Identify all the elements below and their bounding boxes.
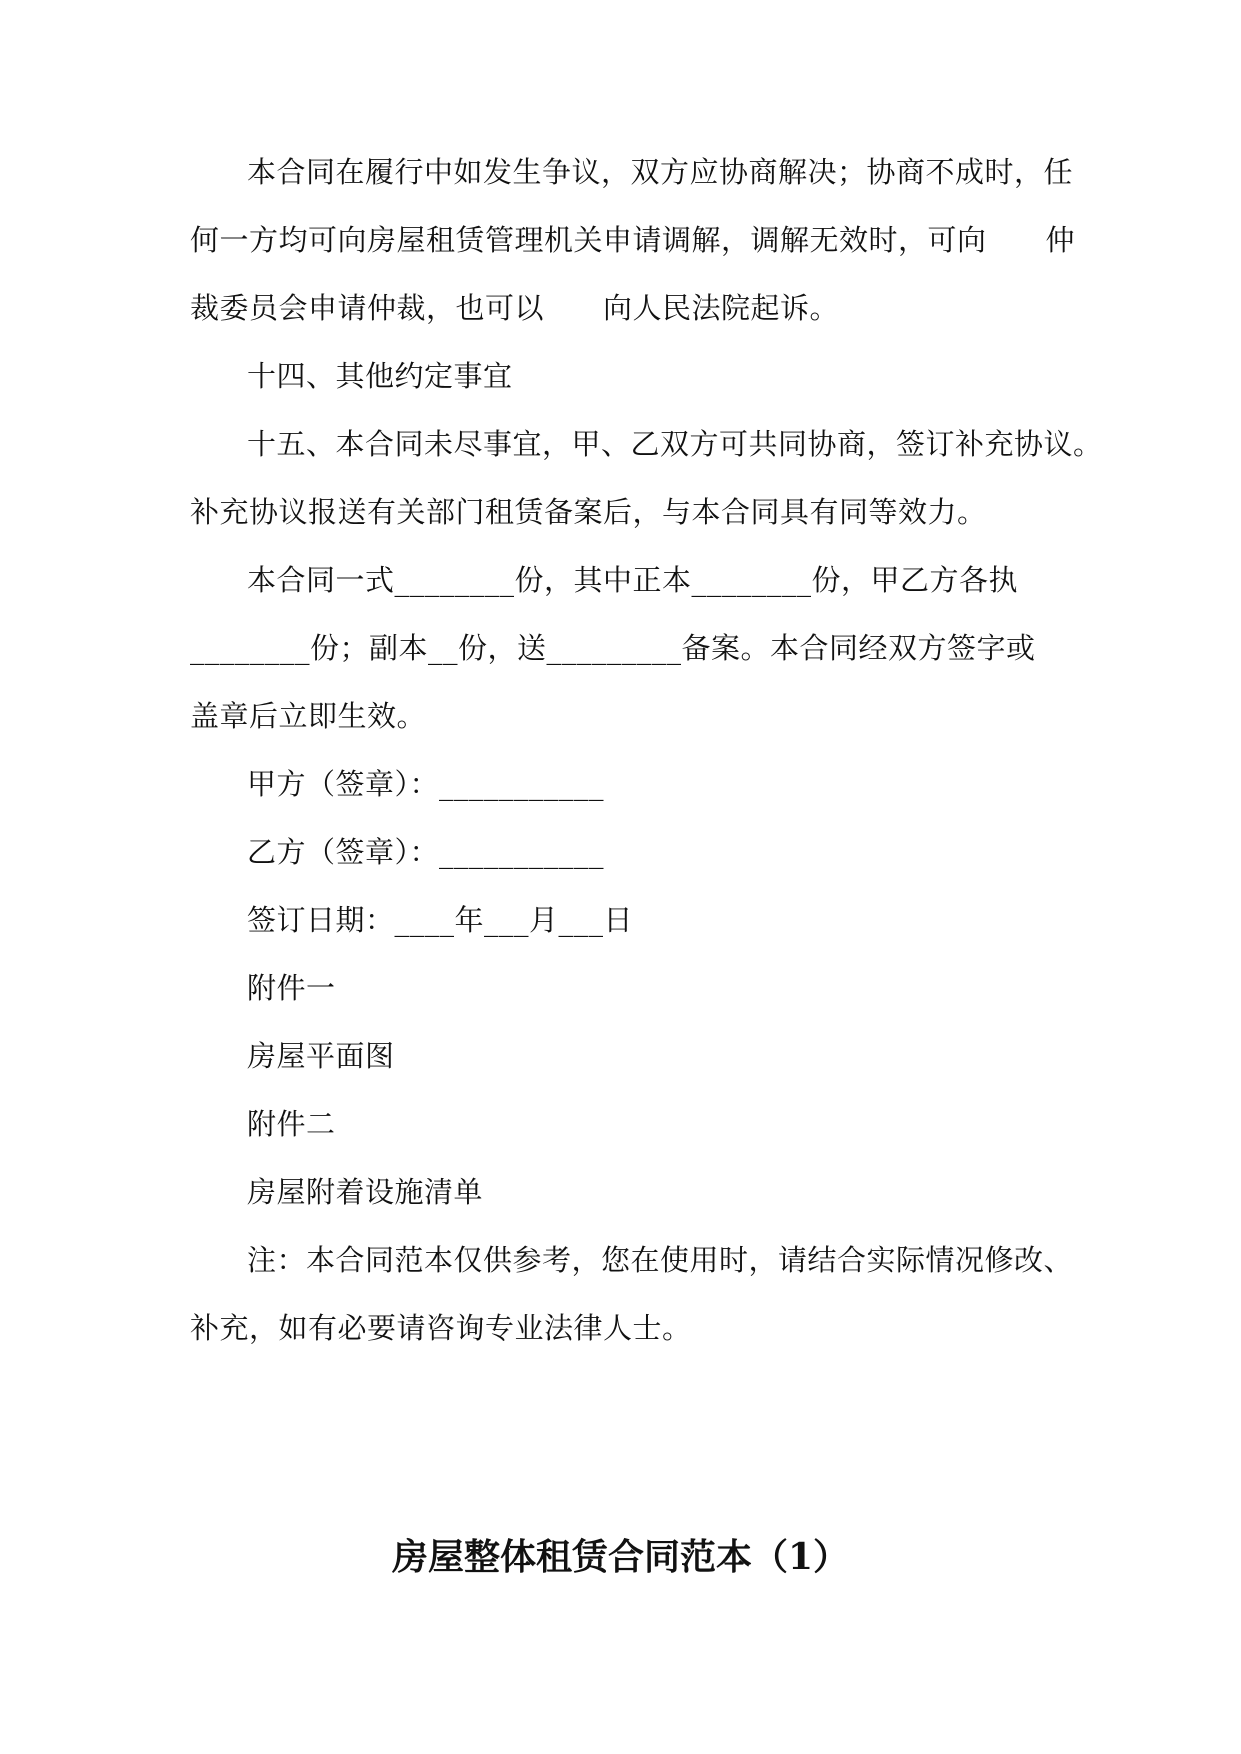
next-contract-title: 房屋整体租赁合同范本（1） bbox=[391, 1536, 850, 1578]
party-a-signature: 甲方（签章）：___________ bbox=[247, 767, 605, 801]
annex-1-label: 附件一 bbox=[247, 971, 336, 1005]
clause-14-heading: 十四、其他约定事宜 bbox=[247, 359, 513, 393]
clause-15-line-2: 补充协议报送有关部门租赁备案后，与本合同具有同等效力。 bbox=[190, 495, 987, 529]
dispute-paragraph-line-3: 裁委员会申请仲裁，也可以 向人民法院起诉。 bbox=[190, 291, 840, 325]
sign-date: 签订日期：____年___月___日 bbox=[247, 903, 634, 937]
dispute-paragraph-line-2: 何一方均可向房屋租赁管理机关申请调解，调解无效时，可向 仲 bbox=[190, 223, 1076, 257]
annex-1-title: 房屋平面图 bbox=[247, 1039, 395, 1073]
party-b-signature: 乙方（签章）：___________ bbox=[247, 835, 605, 869]
copies-paragraph-line-2: ________份；副本__份，送_________备案。本合同经双方签字或 bbox=[190, 631, 1036, 665]
copies-paragraph-line-1: 本合同一式________份，其中正本________份，甲乙方各执 bbox=[247, 563, 1019, 597]
annex-2-label: 附件二 bbox=[247, 1107, 336, 1141]
note-line-2: 补充，如有必要请咨询专业法律人士。 bbox=[190, 1311, 692, 1345]
clause-15-line-1: 十五、本合同未尽事宜，甲、乙双方可共同协商，签订补充协议。 bbox=[247, 427, 1103, 461]
copies-paragraph-line-3: 盖章后立即生效。 bbox=[190, 699, 427, 733]
dispute-paragraph-line-1: 本合同在履行中如发生争议，双方应协商解决；协商不成时，任 bbox=[247, 155, 1074, 189]
annex-2-title: 房屋附着设施清单 bbox=[247, 1175, 484, 1209]
note-line-1: 注：本合同范本仅供参考，您在使用时，请结合实际情况修改、 bbox=[247, 1243, 1074, 1277]
